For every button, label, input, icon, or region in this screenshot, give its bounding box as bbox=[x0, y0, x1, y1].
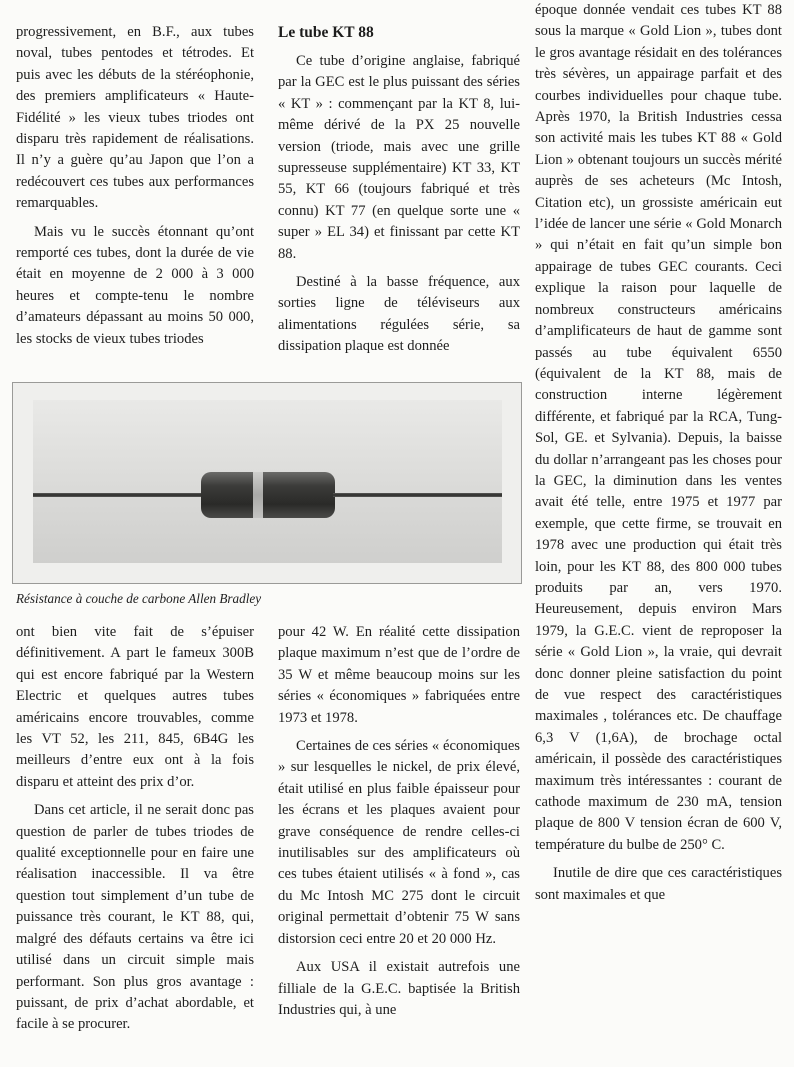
resistor-lead-left bbox=[33, 493, 203, 497]
photo-caption: Résistance à couche de carbone Allen Bradley bbox=[16, 591, 262, 606]
text-column-5 bbox=[278, 622, 520, 1021]
paragraph: Certaines de ces séries « économiques » sur lesquelles le nickel, de prix élevé, était utilisé en plus faible épaisseur pour les écrans et les plaques avaient pour grave conséquence de rendre celles-ci inutilisables sur des amplificateurs où ces tubes étaient utilisés « à fond », cas du Mc Intosh MC 275 dont le circuit original permettait d’obtenir 75 W sans distorsion ceci entre 20 et 20 000 Hz. bbox=[278, 738, 520, 947]
paragraph: Ce tube d’origine anglaise, fabriqué par la GEC est le plus puissant des séries « KT » : commençant par la KT 8, lui-même dérivé de la PX 25 nouvelle version (triode, mais avec une grille supresseuse supplémentaire) KT 33, KT 55, KT 66 (toujours fabriqué et très connu) KT 77 (en quelque sorte une « super » EL 34) et finissant par cette KT 88. bbox=[278, 53, 520, 262]
paragraph: Destiné à la basse fréquence, aux sorties ligne de téléviseurs aux alimentations régulées série, sa dissipation plaque est donnée bbox=[278, 274, 520, 355]
resistor-color-band bbox=[253, 472, 263, 518]
resistor-lead-right bbox=[333, 493, 502, 497]
text-column-4 bbox=[16, 622, 254, 1036]
resistor-photo bbox=[12, 382, 522, 584]
paragraph: progressivement, en B.F., aux tubes noval, tubes pentodes et tétrodes. Et puis avec les débuts de la stéréophonie, des premiers amplificateurs « Haute-Fidélité » les vieux tubes triodes ont disparu très rapidement de réalisations. Il n’y a guère qu’au Japon que l’on a redécouvert ces tubes aux performances remarquables. bbox=[16, 24, 254, 212]
paragraph: époque donnée vendait ces tubes KT 88 sous la marque « Gold Lion », tubes dont le gros avantage résidait en des tolérances très sévères, un appairage parfait et des courbes individuelles pour chaque tube. Après 1970, la British Industries cessa son activité mais les tubes KT 88 « Gold Lion » obtenant toujours un succès mérité auprès de ses acheteurs (Mc Intosh, Citation etc), un grossiste américain eut l’idée de lancer une série « Gold Monarch » qui n’était en fait qu’un simple bon appairage de tubes GEC courants. Ceci explique la raison pour laquelle de nombreux constructeurs américains d’amplificateurs de haut de gamme sont passés au tube équivalent 6550 (équivalent de la KT 88, mais de construction interne légèrement différente, et fabriqué par la RCA, Tung-Sol, GE. et Sylvania). Depuis, la baisse du dollar n’arrangeant pas les choses pour la GEC, la diminution dans les ventes avait été telle, entre 1975 et 1977 par exemple, que cette firme, se trouvait en 1978 avec une production qui était très loin, pour les KT 88, des 800 000 tubes produits par an, vers 1970. Heureusement, depuis environ Mars 1979, la G.E.C. vient de reproposer la série « Gold Lion », la vraie, qui devrait donc donner pleine satisfaction du point de vue respect des caractéristiques maximales , tolérances etc. De chauffage 6,3 V (1,6A), de brochage octal américain, il possède des caractéristiques maximum très intéressantes : courant de cathode maximum de 230 mA, tension plaque de 800 V tension écran de 600 V, température du bulbe de 250° C. bbox=[535, 2, 782, 853]
text-column-1 bbox=[16, 22, 254, 350]
resistor-body bbox=[201, 472, 335, 518]
text-column-3 bbox=[535, 0, 782, 906]
paragraph: Aux USA il existait autrefois une filliale de la G.E.C. baptisée la British Industries qui, à une bbox=[278, 959, 520, 1018]
paragraph: Inutile de dire que ces caractéristiques sont maximales et que bbox=[535, 865, 782, 903]
section-heading: Le tube KT 88 bbox=[278, 24, 374, 41]
paragraph: ont bien vite fait de s’épuiser définitivement. A part le fameux 300B qui est encore fabriqué par la Western Electric et quelques autres tubes américains encore trouvables, comme les VT 52, les 211, 845, 6B4G les meilleurs d’entre eux ont à la fois disparu et atteint des prix d’or. bbox=[16, 624, 254, 790]
paragraph: Dans cet article, il ne serait donc pas question de parler de tubes triodes de qualité exceptionnelle pour en faire une réalisation inaccessible. Il va être question tout simplement d’un tube de puissance très courant, le KT 88, qui, malgré des défauts certains va être ici utilisé dans un circuit simple mais performant. Son plus gros avantage : puissant, de prix d’achat abordable, et facile à se procurer. bbox=[16, 802, 254, 1033]
paragraph: pour 42 W. En réalité cette dissipation plaque maximum n’est que de l’ordre de 35 W et même beaucoup moins sur les séries « économiques » fabriquées entre 1973 et 1978. bbox=[278, 624, 520, 726]
text-column-2 bbox=[278, 22, 520, 358]
photo-image bbox=[33, 400, 502, 563]
paragraph: Mais vu le succès étonnant qu’ont remporté ces tubes, dont la durée de vie était en moyenne de 2 000 à 3 000 heures et compte-tenu le nombre d’amateurs dépassant au moins 50 000, les stocks de vieux tubes triodes bbox=[16, 223, 254, 347]
